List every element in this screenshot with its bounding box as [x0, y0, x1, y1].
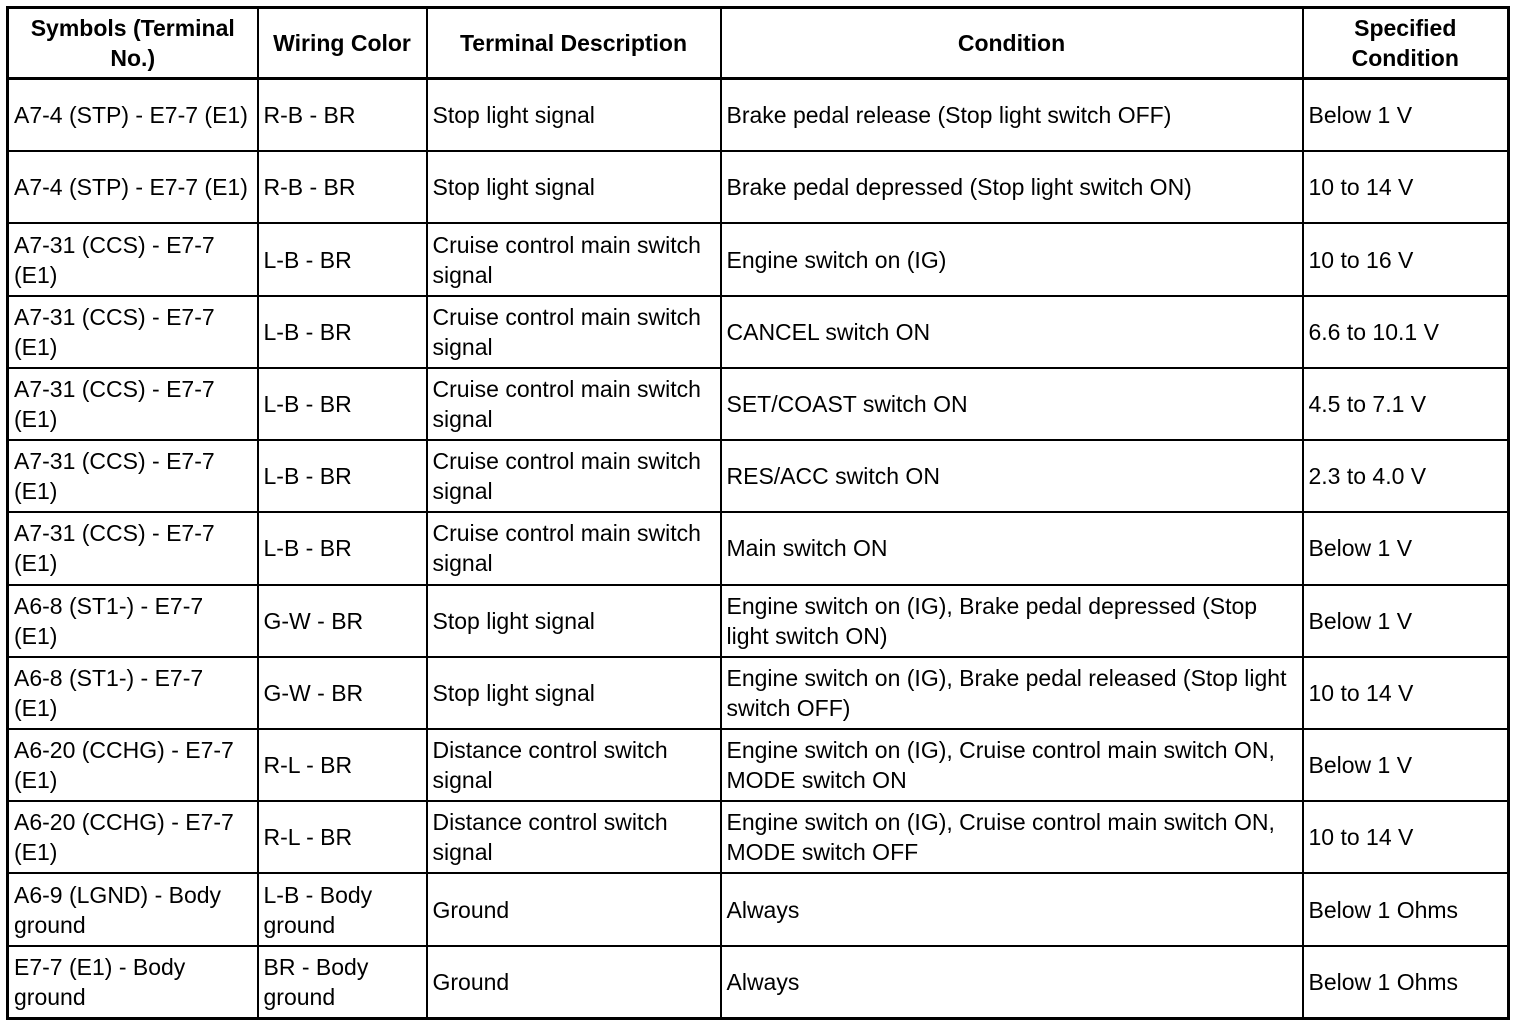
cell-specified-condition: Below 1 Ohms — [1303, 946, 1509, 1019]
cell-wiring-color: L-B - BR — [258, 440, 427, 512]
cell-wiring-color: G-W - BR — [258, 585, 427, 657]
cell-symbols: A6-8 (ST1-) - E7-7 (E1) — [8, 585, 258, 657]
table-row — [8, 368, 1509, 440]
table-row — [8, 512, 1509, 584]
cell-specified-condition: 10 to 14 V — [1303, 151, 1509, 223]
cell-specified-condition: 10 to 14 V — [1303, 801, 1509, 873]
cell-symbols: A7-31 (CCS) - E7-7 (E1) — [8, 368, 258, 440]
cell-specified-condition: 10 to 14 V — [1303, 657, 1509, 729]
cell-terminal-description: Stop light signal — [427, 585, 721, 657]
cell-condition: Brake pedal release (Stop light switch OFF) — [721, 79, 1303, 152]
cell-symbols: A7-4 (STP) - E7-7 (E1) — [8, 79, 258, 152]
header-condition: Condition — [721, 8, 1303, 79]
cell-condition: Engine switch on (IG) — [721, 223, 1303, 295]
cell-wiring-color: L-B - BR — [258, 223, 427, 295]
cell-symbols: A6-20 (CCHG) - E7-7 (E1) — [8, 801, 258, 873]
cell-terminal-description: Stop light signal — [427, 657, 721, 729]
cell-symbols: A6-9 (LGND) - Body ground — [8, 873, 258, 945]
cell-condition: Engine switch on (IG), Cruise control main switch ON, MODE switch OFF — [721, 801, 1303, 873]
table-header-row — [8, 8, 1509, 79]
cell-condition: Engine switch on (IG), Cruise control main switch ON, MODE switch ON — [721, 729, 1303, 801]
terminal-specification-table — [6, 6, 1510, 1020]
table-row — [8, 946, 1509, 1019]
cell-wiring-color: R-B - BR — [258, 151, 427, 223]
cell-terminal-description: Stop light signal — [427, 151, 721, 223]
cell-specified-condition: Below 1 V — [1303, 585, 1509, 657]
cell-terminal-description: Cruise control main switch signal — [427, 440, 721, 512]
cell-condition: Main switch ON — [721, 512, 1303, 584]
header-wiring-color: Wiring Color — [258, 8, 427, 79]
cell-symbols: A7-31 (CCS) - E7-7 (E1) — [8, 512, 258, 584]
cell-symbols: A7-4 (STP) - E7-7 (E1) — [8, 151, 258, 223]
cell-symbols: A7-31 (CCS) - E7-7 (E1) — [8, 296, 258, 368]
cell-condition: CANCEL switch ON — [721, 296, 1303, 368]
cell-wiring-color: L-B - BR — [258, 512, 427, 584]
cell-wiring-color: R-L - BR — [258, 801, 427, 873]
cell-terminal-description: Cruise control main switch signal — [427, 512, 721, 584]
cell-symbols: A6-8 (ST1-) - E7-7 (E1) — [8, 657, 258, 729]
table-row — [8, 223, 1509, 295]
header-terminal-description: Terminal Description — [427, 8, 721, 79]
cell-specified-condition: Below 1 V — [1303, 729, 1509, 801]
table-row — [8, 873, 1509, 945]
cell-symbols: E7-7 (E1) - Body ground — [8, 946, 258, 1019]
cell-specified-condition: Below 1 V — [1303, 79, 1509, 152]
cell-symbols: A6-20 (CCHG) - E7-7 (E1) — [8, 729, 258, 801]
cell-wiring-color: G-W - BR — [258, 657, 427, 729]
cell-wiring-color: R-B - BR — [258, 79, 427, 152]
cell-specified-condition: 10 to 16 V — [1303, 223, 1509, 295]
cell-condition: Always — [721, 946, 1303, 1019]
cell-wiring-color: BR - Body ground — [258, 946, 427, 1019]
cell-condition: Engine switch on (IG), Brake pedal released (Stop light switch OFF) — [721, 657, 1303, 729]
cell-wiring-color: R-L - BR — [258, 729, 427, 801]
table-row — [8, 151, 1509, 223]
cell-condition: Always — [721, 873, 1303, 945]
cell-condition: Engine switch on (IG), Brake pedal depressed (Stop light switch ON) — [721, 585, 1303, 657]
cell-terminal-description: Cruise control main switch signal — [427, 296, 721, 368]
cell-terminal-description: Cruise control main switch signal — [427, 223, 721, 295]
cell-specified-condition: 4.5 to 7.1 V — [1303, 368, 1509, 440]
table-row — [8, 585, 1509, 657]
cell-terminal-description: Cruise control main switch signal — [427, 368, 721, 440]
cell-condition: SET/COAST switch ON — [721, 368, 1303, 440]
cell-wiring-color: L-B - Body ground — [258, 873, 427, 945]
table-row — [8, 801, 1509, 873]
cell-terminal-description: Ground — [427, 873, 721, 945]
cell-symbols: A7-31 (CCS) - E7-7 (E1) — [8, 223, 258, 295]
table-row — [8, 657, 1509, 729]
cell-wiring-color: L-B - BR — [258, 296, 427, 368]
cell-terminal-description: Stop light signal — [427, 79, 721, 152]
cell-specified-condition: Below 1 Ohms — [1303, 873, 1509, 945]
table-row — [8, 296, 1509, 368]
cell-terminal-description: Distance control switch signal — [427, 729, 721, 801]
cell-specified-condition: 2.3 to 4.0 V — [1303, 440, 1509, 512]
header-symbols: Symbols (Terminal No.) — [8, 8, 258, 79]
cell-wiring-color: L-B - BR — [258, 368, 427, 440]
cell-condition: Brake pedal depressed (Stop light switch ON) — [721, 151, 1303, 223]
table-row — [8, 440, 1509, 512]
cell-condition: RES/ACC switch ON — [721, 440, 1303, 512]
table-row — [8, 729, 1509, 801]
cell-specified-condition: Below 1 V — [1303, 512, 1509, 584]
cell-symbols: A7-31 (CCS) - E7-7 (E1) — [8, 440, 258, 512]
cell-terminal-description: Ground — [427, 946, 721, 1019]
table-row — [8, 79, 1509, 152]
header-specified-condition: Specified Condition — [1303, 8, 1509, 79]
cell-terminal-description: Distance control switch signal — [427, 801, 721, 873]
cell-specified-condition: 6.6 to 10.1 V — [1303, 296, 1509, 368]
